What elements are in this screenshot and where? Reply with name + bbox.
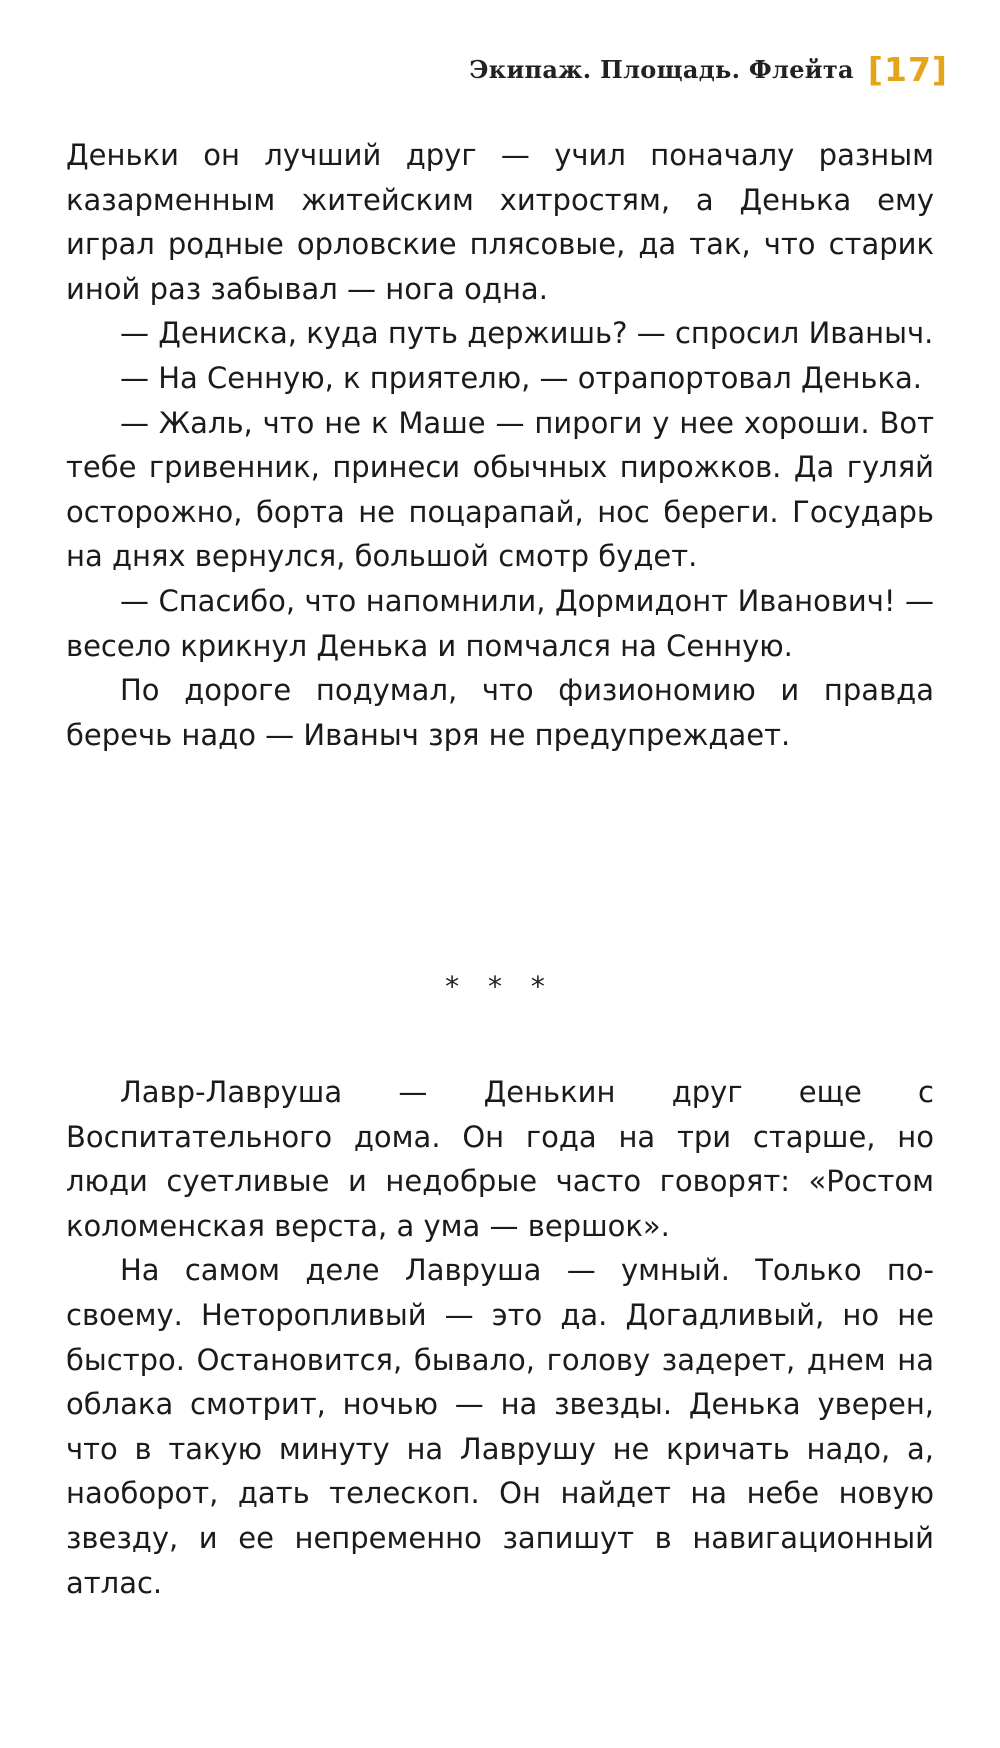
paragraph: — Жаль, что не к Маше — пироги у нее хороши. Вот тебе гривенник, принеси обычных пирожков. Да гуляй осторожно, борта не поцарапай, нос береги. Государь на днях вернулся, большой смотр будет. [66, 405, 934, 574]
section-separator: * * * [445, 970, 555, 1003]
paragraph: На самом деле Лавруша — умный. Только по-своему. Неторопливый — это да. Догадливый, но не быстро. Остановится, бывало, голову задерет, днем на облака смотрит, ночью — на звезды. Денька уверен, что в такую минуту на Лаврушу не кричать надо, а, наоборот, дать телескоп. Он найдет на небе новую звезду, и ее непременно запишут в навигационный атлас. [66, 1253, 934, 1600]
paragraph: — Дениска, куда путь держишь? — спросил Иваныч. [120, 316, 934, 351]
paragraph: — Спасибо, что напомнили, Дормидонт Иванович! — весело крикнул Денька и помчался на Сенную. [66, 583, 934, 663]
paragraph: Деньки он лучший друг — учил поначалу разным казарменным житейским хитростям, а Денька ему играл родные орловские плясовые, да так, что старик иной раз забывал — нога одна. [66, 138, 934, 306]
paragraph: По дороге подумал, что физиономию и правда беречь надо — Иваныч зря не предупреждает. [66, 673, 934, 752]
text-section-2 [66, 1070, 934, 1605]
page-header [469, 44, 948, 94]
paragraph: Лавр-Лавруша — Денькин друг еще с Воспитательного дома. Он года на три старше, но люди суетливые и недобрые часто говорят: «Ростом коломенская верста, а ума — вершок». [66, 1075, 934, 1243]
text-section-1 [66, 133, 934, 757]
paragraph: — На Сенную, к приятелю, — отрапортовал Денька. [120, 360, 923, 395]
running-title: Экипаж. Площадь. Флейта [469, 54, 854, 84]
page-number: [17] [867, 49, 948, 89]
